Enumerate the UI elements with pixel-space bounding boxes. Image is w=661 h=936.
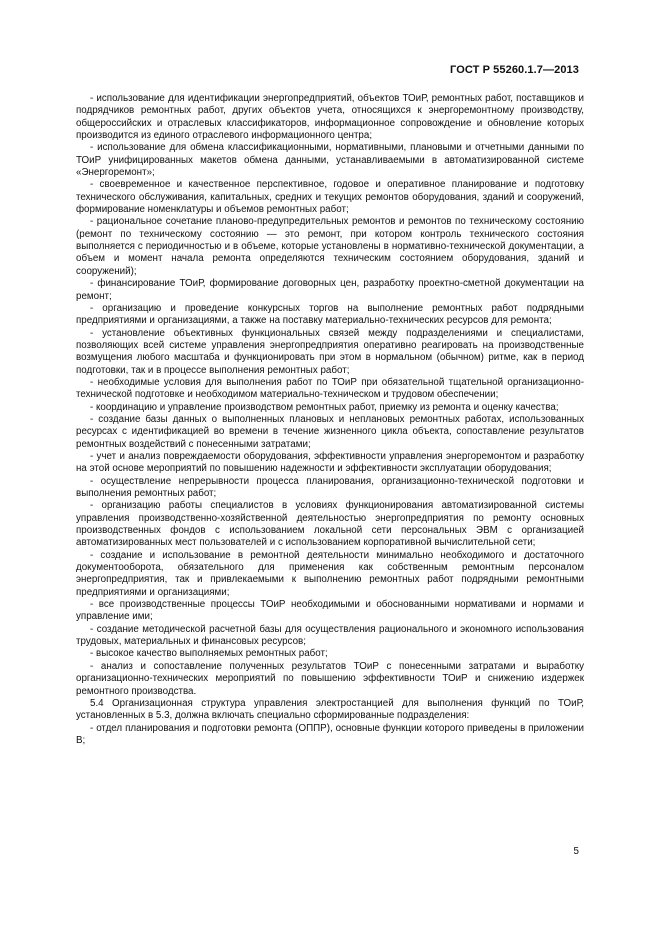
list-item: - своевременное и качественное перспективное, годовое и оперативное планирование и подготовку технического обслуживания, капитальных, средних и текущих ремонтов оборудования, зданий и сооружений, формирование номенклатуры и объемов ремонтных работ; xyxy=(76,179,584,216)
section-paragraph: 5.4 Организационная структура управления электростанцией для выполнения функций по ТОиР, установленных в 5.3, должна включать специально сформированные подразделения: xyxy=(76,697,584,722)
list-item: - установление объективных функциональных связей между подразделениями и специалистами, позволяющих всей системе управления энергопредприятия оперативно реагировать на производственные возмущения любого масштаба и функционировать при этом в нормальном (обычном) ритме, как в период подготовки, так и в процессе выполнения ремонтных работ; xyxy=(76,327,584,376)
list-item: - координацию и управление производством ремонтных работ, приемку из ремонта и оценку качества; xyxy=(90,401,559,413)
list-item: - организацию работы специалистов в условиях функционирования автоматизированной системы управления производственно-хозяйственной деятельностью энергопредприятия по ремонту основных производственных фондов с использованием локальной сети персональных ЭВМ с организацией автоматизированных мест пользователей и с использованием корпоративной вычислительной сети; xyxy=(76,500,584,549)
list-item: - создание базы данных о выполненных плановых и неплановых ремонтных работах, использованных ресурсах с идентификацией во времени в течение жизненного цикла объекта, сопоставление результатов ремонтных воздействий с понесенными затратами; xyxy=(76,413,584,450)
list-item: - создание и использование в ремонтной деятельности минимально необходимого и достаточного документооборота, обязательного для применения как собственным ремонтным персоналом энергопредприятия, так и привлекаемыми к выполнению ремонтных работ подрядными ремонтными предприятиями и организациями; xyxy=(76,549,584,598)
list-item: - анализ и сопоставление полученных результатов ТОиР с понесенными затратами и выработку организационно-технических мероприятий по повышению эффективности ТОиР и снижению издержек ремонтного производства. xyxy=(76,660,584,697)
document-number: ГОСТ Р 55260.1.7—2013 xyxy=(450,64,579,76)
list-item: - рациональное сочетание планово-предупредительных ремонтов и ремонтов по техническому состоянию (ремонт по техническому состоянию — это ремонт, при котором контроль технического состояния выполняется с периодичностью и в объеме, которые установлены в нормативно-технической документации, а объем и момент начала ремонта определяются техническим состоянием оборудования, зданий и сооружений); xyxy=(76,216,584,277)
list-item: - необходимые условия для выполнения работ по ТОиР при обязательной тщательной организационно-технической подготовке и необходимом материально-техническом и трудовом обеспечении; xyxy=(76,376,584,401)
list-item: - использование для обмена классификационными, нормативными, плановыми и отчетными данными по ТОиР унифицированных макетов обмена данными, устанавливаемыми в автоматизированной системе «Энергоремонт»; xyxy=(76,142,584,179)
page-number: 5 xyxy=(573,846,579,857)
list-item: - финансирование ТОиР, формирование договорных цен, разработку проектно-сметной документации на ремонт; xyxy=(76,278,584,302)
list-item: - отдел планирования и подготовки ремонта (ОППР), основные функции которого приведены в приложении В; xyxy=(76,722,584,746)
list-item: - высокое качество выполняемых ремонтных работ; xyxy=(90,648,328,660)
list-item: - учет и анализ повреждаемости оборудования, эффективности управления энергоремонтом и разработку на этой основе мероприятий по повышению надежности и эффективности эксплуатации оборудования; xyxy=(76,450,584,475)
list-item: - организацию и проведение конкурсных торгов на выполнение ремонтных работ подрядными предприятиями и организациями, а также на поставку материально-технических ресурсов для ремонта; xyxy=(76,302,584,327)
list-item: - все производственные процессы ТОиР необходимыми и обоснованными нормативами и нормами и управление ими; xyxy=(76,599,584,623)
document-body xyxy=(76,93,584,747)
list-item: - использование для идентификации энергопредприятий, объектов ТОиР, ремонтных работ, поставщиков и подрядчиков ремонтных работ, других объектов учета, относящихся к энергоремонтному производству, общероссийских и отраслевых классификаторов, информационное сопровождение и обновление которых производится из единого отраслевого информационного центра; xyxy=(76,93,584,142)
list-item: - создание методической расчетной базы для осуществления рационального и экономного использования трудовых, материальных и финансовых ресурсов; xyxy=(76,623,584,648)
list-item: - осуществление непрерывности процесса планирования, организационно-технической подготовки и выполнения ремонтных работ; xyxy=(76,475,584,499)
